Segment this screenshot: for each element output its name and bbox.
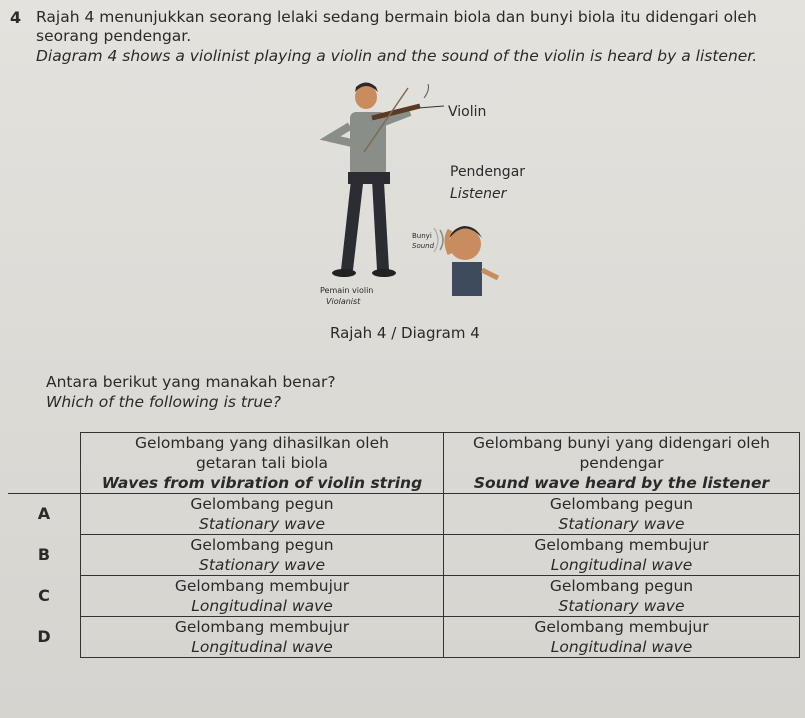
header-right-malay-1: Gelombang bunyi yang didengari oleh	[473, 434, 770, 452]
option-c-right-english: Stationary wave	[558, 597, 685, 615]
header-blank	[8, 433, 81, 494]
option-letter-a[interactable]: A	[37, 504, 51, 524]
prompt-malay: Antara berikut yang manakah benar?	[46, 373, 336, 391]
label-bunyi: Bunyi	[412, 232, 432, 240]
option-c-left	[81, 576, 444, 617]
option-a-right-english: Stationary wave	[558, 515, 685, 533]
prompt-english: Which of the following is true?	[46, 393, 281, 411]
header-right-malay-2: pendengar	[579, 454, 664, 472]
option-a-left-english: Stationary wave	[199, 515, 325, 533]
question-text-malay: Rajah 4 menunjukkan seorang lelaki sedang bermain biola dan bunyi biola itu didengari oleh seorang pendengar.	[36, 8, 757, 45]
option-b-right	[444, 535, 800, 576]
option-row-c[interactable]	[8, 576, 800, 617]
label-pemain-violin: Pemain violin	[320, 286, 374, 295]
listener-figure	[447, 226, 498, 296]
option-letter-b[interactable]: B	[37, 545, 51, 564]
question-number: 4	[10, 8, 22, 27]
column-header-left	[81, 433, 444, 494]
option-c-left-english: Longitudinal wave	[191, 597, 333, 615]
label-violinist: Violanist	[326, 297, 361, 306]
option-b-left-english: Stationary wave	[199, 556, 325, 574]
option-d-right-malay: Gelombang membujur	[534, 618, 709, 636]
option-b-right-malay: Gelombang membujur	[534, 536, 709, 554]
option-row-a[interactable]	[8, 494, 800, 535]
header-left-malay-2: getaran tali biola	[195, 454, 329, 472]
option-d-right	[444, 617, 800, 658]
header-left-malay-1: Gelombang yang dihasilkan oleh	[135, 434, 389, 452]
option-d-left-english: Longitudinal wave	[191, 638, 333, 656]
option-a-right	[444, 494, 800, 535]
option-c-left-malay: Gelombang membujur	[174, 577, 350, 595]
option-letter-c[interactable]: C	[38, 586, 50, 605]
option-letter-d[interactable]: D	[37, 627, 51, 646]
violinist-listener-illustration	[320, 80, 540, 310]
option-d-left-malay: Gelombang membujur	[174, 618, 350, 636]
header-right-english: Sound wave heard by the listener	[473, 474, 770, 492]
option-a-right-malay: Gelombang pegun	[549, 495, 694, 513]
diagram-caption: Rajah 4 / Diagram 4	[330, 324, 480, 342]
diagram-violinist-listener	[320, 80, 540, 310]
option-b-left-malay: Gelombang pegun	[190, 536, 334, 554]
label-violin: Violin	[448, 104, 487, 120]
header-left-english: Waves from vibration of violin string	[101, 474, 423, 492]
label-sound: Sound	[412, 242, 435, 250]
option-c-right	[444, 576, 800, 617]
option-a-left	[81, 494, 444, 535]
option-row-b[interactable]	[8, 535, 800, 576]
label-listener: Listener	[450, 186, 507, 202]
column-header-right	[444, 433, 800, 494]
question-text-english: Diagram 4 shows a violinist playing a violin and the sound of the violin is heard by a listener.	[36, 47, 758, 65]
label-pendengar: Pendengar	[450, 164, 526, 180]
options-table	[8, 432, 800, 658]
option-d-right-english: Longitudinal wave	[550, 638, 693, 656]
option-row-d[interactable]	[8, 617, 800, 658]
option-b-right-english: Longitudinal wave	[550, 556, 693, 574]
option-d-left	[81, 617, 444, 658]
option-c-right-malay: Gelombang pegun	[549, 577, 694, 595]
option-b-left	[81, 535, 444, 576]
option-a-left-malay: Gelombang pegun	[190, 495, 334, 513]
table-header-row	[8, 433, 800, 494]
